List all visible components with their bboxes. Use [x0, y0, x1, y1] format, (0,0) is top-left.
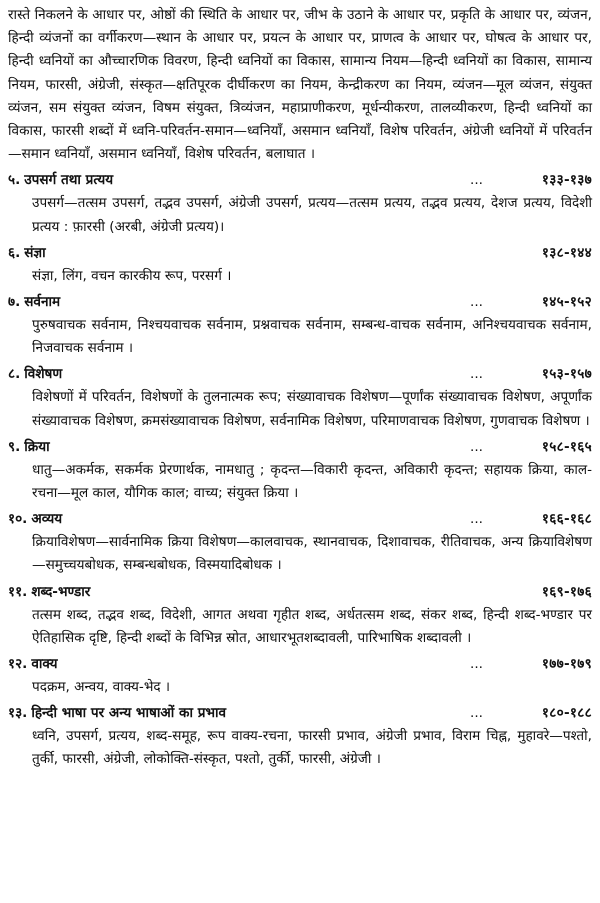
chapter-topics: उपसर्ग—तत्सम उपसर्ग, तद्भव उपसर्ग, अंग्रेजी उपसर्ग, प्रत्यय—तत्सम प्रत्यय, तद्भव प्रत्यय, देशज प्रत्यय, विदेशी प्रत्यय : फ़ारसी (अरबी, अंग्रेजी प्रत्यय)। — [32, 195, 592, 235]
page-range: १८०-१८८ — [541, 705, 592, 722]
chapter-number: १२. — [8, 656, 28, 673]
page-range: १६६-१६८ — [541, 511, 592, 528]
toc-heading — [8, 436, 592, 459]
leader-dots: ... — [470, 366, 483, 383]
toc-entry-6 — [8, 242, 592, 288]
chapter-title: वाक्य — [31, 656, 58, 673]
page-range: १३३-१३७ — [541, 172, 592, 189]
toc-heading — [8, 581, 592, 604]
chapter-title: हिन्दी भाषा पर अन्य भाषाओं का प्रभाव — [31, 705, 227, 722]
chapter-title: सर्वनाम — [24, 294, 61, 311]
chapter-topics: क्रियाविशेषण—सार्वनामिक क्रिया विशेषण—कालवाचक, स्थानवाचक, दिशावाचक, रीतिवाचक, अन्य क्रियाविशेषण—समुच्चयबोधक, सम्बन्धबोधक, विस्मयादिबोधक । — [32, 534, 592, 574]
chapter-topics: विशेषणों में परिवर्तन, विशेषणों के तुलनात्मक रूप; संख्यावाचक विशेषण—पूर्णांक संख्यावाचक विशेषण, अपूर्णांक संख्यावाचक विशेषण, क्रमसंख्यावाचक विशेषण, सर्वनामिक विशेषण, परिमाणवाचक विशेषण, गुणवाचक विशेषण । — [32, 389, 592, 429]
chapter-topics: पुरुषवाचक सर्वनाम, निश्चयवाचक सर्वनाम, प्रश्नवाचक सर्वनाम, सम्बन्ध-वाचक सर्वनाम, अनिश्चयवाचक सर्वनाम, निजवाचक सर्वनाम । — [32, 317, 592, 357]
leader-dots: ... — [470, 656, 483, 673]
leader-dots: ... — [470, 172, 483, 189]
chapter-title: अव्यय — [31, 511, 63, 528]
toc-entry-10 — [8, 508, 592, 577]
leader-dots: ... — [470, 511, 483, 528]
leader-dots: ... — [470, 438, 483, 455]
page-range: १६९-१७६ — [541, 583, 592, 600]
toc-entry-12 — [8, 653, 592, 699]
chapter-number: ७. — [8, 294, 21, 311]
toc-heading — [8, 242, 592, 265]
toc-heading — [8, 653, 592, 676]
chapter-title: विशेषण — [24, 366, 63, 383]
toc-entry-11 — [8, 581, 592, 650]
chapter-topics: धातु—अकर्मक, सकर्मक प्रेरणार्थक, नामधातु ; कृदन्त—विकारी कृदन्त, अविकारी कृदन्त; सहायक क्रिया, काल-रचना—मूल काल, यौगिक काल; वाच्य; संयुक्त क्रिया । — [32, 461, 592, 502]
leader-dots: ... — [470, 294, 483, 311]
intro-paragraph: रास्ते निकलने के आधार पर, ओष्ठों की स्थिति के आधार पर, जीभ के उठाने के आधार पर, प्रकृति के आधार पर, व्यंजन, हिन्दी व्यंजनों का वर्गीकरण—स्थान के आधार पर, प्रयत्न के आधार पर, प्राणत्व के आधार पर, घोषत्व के आधार पर, हिन्दी ध्वनियों का औच्चारणिक विवरण, हिन्दी ध्वनियों का विकास, सामान्य नियम—हिन्दी ध्वनियों का विकास, सामान्य नियम, फारसी, अंग्रेजी, संस्कृत—क्षतिपूरक दीर्घीकरण का नियम, केन्द्रीकरण का नियम, व्यंजन—मूल व्यंजन, संयुक्त व्यंजन, सम संयुक्त व्यंजन, विषम संयुक्त, त्रिव्यंजन, महाप्राणीकरण, मूर्धन्यीकरण, तालव्यीकरण, हिन्दी ध्वनियों का विकास, फारसी शब्दों में ध्वनि-परिवर्तन-समान—ध्वनियाँ, असमान ध्वनियाँ, विशेष परिवर्तन, अंग्रेजी ध्वनियों में परिवर्तन—समान ध्वनियाँ, असमान ध्वनियाँ, विशेष परिवर्तन, बलाघात । — [8, 7, 592, 163]
chapter-title: उपसर्ग तथा प्रत्यय — [24, 172, 114, 189]
chapter-number: १०. — [8, 511, 28, 528]
toc-heading — [8, 702, 592, 725]
toc-entry-8 — [8, 363, 592, 432]
chapter-topics: ध्वनि, उपसर्ग, प्रत्यय, शब्द-समूह, रूप वाक्य-रचना, फारसी प्रभाव, अंग्रेजी प्रभाव, विराम चिह्न, मुहावरे—पश्तो, तुर्की, फारसी, अंग्रेजी, लोकोक्ति-संस्कृत, पश्तो, तुर्की, फारसी, अंग्रेजी । — [32, 728, 592, 768]
chapter-number: ९. — [8, 438, 21, 455]
chapter-topics: तत्सम शब्द, तद्भव शब्द, विदेशी, आगत अथवा गृहीत शब्द, अर्धतत्सम शब्द, संकर शब्द, हिन्दी शब्द-भण्डार पर ऐतिहासिक दृष्टि, हिन्दी शब्दों के विभिन्न स्रोत, आधारभूतशब्दावली, पारिभाषिक शब्दावली । — [32, 606, 592, 646]
toc-entry-13 — [8, 702, 592, 771]
page-range: १५३-१५७ — [541, 366, 592, 383]
chapter-number: ५. — [8, 172, 21, 189]
toc-heading — [8, 169, 592, 192]
toc-entry-5 — [8, 169, 592, 238]
leader-dots: ... — [470, 705, 483, 722]
page-range: १३८-१४४ — [541, 244, 592, 261]
chapter-number: ६. — [8, 244, 21, 261]
chapter-title: क्रिया — [24, 438, 50, 455]
toc-entry-7 — [8, 291, 592, 360]
page-range: १७७-१७९ — [541, 656, 592, 673]
page-range: १४५-१५२ — [541, 294, 592, 311]
page-range: १५८-१६५ — [541, 438, 592, 455]
chapter-topics: पदक्रम, अन्वय, वाक्य-भेद । — [32, 679, 171, 696]
chapter-title: शब्द-भण्डार — [31, 583, 91, 600]
chapter-number: ११. — [8, 583, 28, 600]
toc-heading — [8, 508, 592, 531]
chapter-number: १३. — [8, 705, 28, 722]
toc-heading — [8, 291, 592, 314]
chapter-number: ८. — [8, 366, 21, 383]
chapter-topics: संज्ञा, लिंग, वचन कारकीय रूप, परसर्ग । — [32, 267, 232, 284]
toc-heading — [8, 363, 592, 386]
toc-entry-9 — [8, 436, 592, 505]
chapter-title: संज्ञा — [24, 244, 46, 261]
